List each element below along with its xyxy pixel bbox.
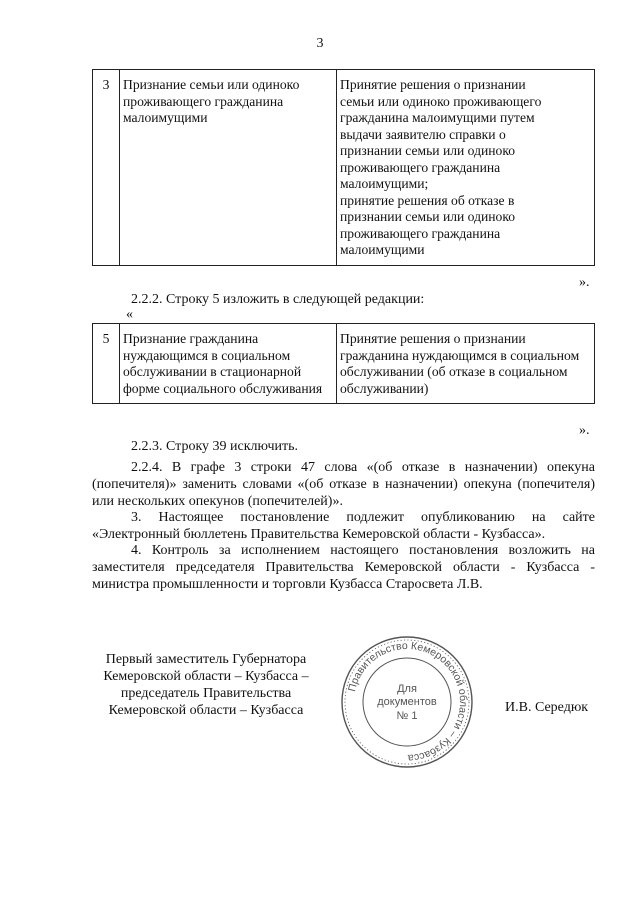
signatory-title-line: Первый заместитель Губернатора bbox=[105, 652, 307, 667]
page-number: 3 bbox=[316, 36, 324, 51]
stamp-center-line: документов bbox=[377, 696, 437, 708]
item-2-2-3: 2.2.3. Строку 39 исключить. bbox=[131, 439, 299, 454]
stamp-center-line: Для bbox=[397, 683, 417, 695]
item-4: 4. Контроль за исполнением настоящего постановления возложить на заместителя председателя Правительства Кемеровской области - Кузбасса - министра промышленности и торговли Кузбасса Старосвета Л.В. bbox=[92, 543, 595, 592]
result-line: малоимущими; bbox=[340, 176, 429, 191]
stamp-center-line: № 1 bbox=[396, 710, 418, 722]
result-line: признании семьи или одиноко bbox=[340, 143, 516, 158]
services-table-row-5 bbox=[92, 323, 595, 404]
row-number: 5 bbox=[93, 324, 120, 404]
table-row bbox=[93, 324, 595, 404]
service-result-cell: Принятие решения о признании гражданина нуждающимся в социальном обслуживании (об отказе в социальном обслуживании) bbox=[337, 324, 595, 404]
services-table-row-3 bbox=[92, 69, 595, 266]
stamp-ring-text: Правительство Кемеровской области – Кузбасса bbox=[346, 639, 470, 765]
close-quote: ». bbox=[579, 423, 590, 438]
result-line: проживающего гражданина bbox=[340, 225, 501, 241]
service-result-cell bbox=[337, 70, 595, 266]
result-line: малоимущими bbox=[340, 242, 425, 257]
row-number: 3 bbox=[93, 70, 120, 266]
open-quote: « bbox=[126, 307, 133, 322]
signatory-title-line: Кемеровской области – Кузбасса – bbox=[103, 669, 309, 684]
table-row bbox=[93, 70, 595, 266]
close-quote: ». bbox=[579, 275, 590, 290]
service-name-cell: Признание семьи или одиноко проживающего гражданина малоимущими bbox=[120, 70, 337, 266]
item-2-2-2: 2.2.2. Строку 5 изложить в следующей редакции: bbox=[131, 292, 425, 307]
result-line: признании семьи или одиноко bbox=[340, 209, 516, 224]
result-line: семьи или одиноко проживающего bbox=[340, 93, 542, 109]
item-3: 3. Настоящее постановление подлежит опубликованию на сайте «Электронный бюллетень Правительства Кемеровской области - Кузбасса». bbox=[92, 510, 595, 542]
result-line: Принятие решения о признании bbox=[340, 77, 526, 92]
result-line: проживающего гражданина bbox=[340, 159, 501, 175]
signatory-name: И.В. Середюк bbox=[505, 700, 589, 715]
official-stamp bbox=[340, 635, 474, 769]
signatory-title-line: Кемеровской области – Кузбасса bbox=[108, 703, 304, 718]
service-name-cell: Признание гражданина нуждающимся в социальном обслуживании в стационарной форме социального обслуживания bbox=[120, 324, 337, 404]
result-line: выдачи заявителю справки о bbox=[340, 126, 506, 142]
signatory-title-line: председатель Правительства bbox=[120, 686, 292, 701]
signatory-title bbox=[90, 651, 322, 719]
item-2-2-4: 2.2.4. В графе 3 строки 47 слова «(об отказе в назначении) опекуна (попечителя)» заменить словами «(об отказе в назначении) опекуна (попечителя) или нескольких опекунов (попечителей)». bbox=[92, 460, 595, 509]
result-line: принятие решения об отказе в bbox=[340, 192, 515, 208]
result-line: гражданина малоимущими путем bbox=[340, 110, 535, 125]
